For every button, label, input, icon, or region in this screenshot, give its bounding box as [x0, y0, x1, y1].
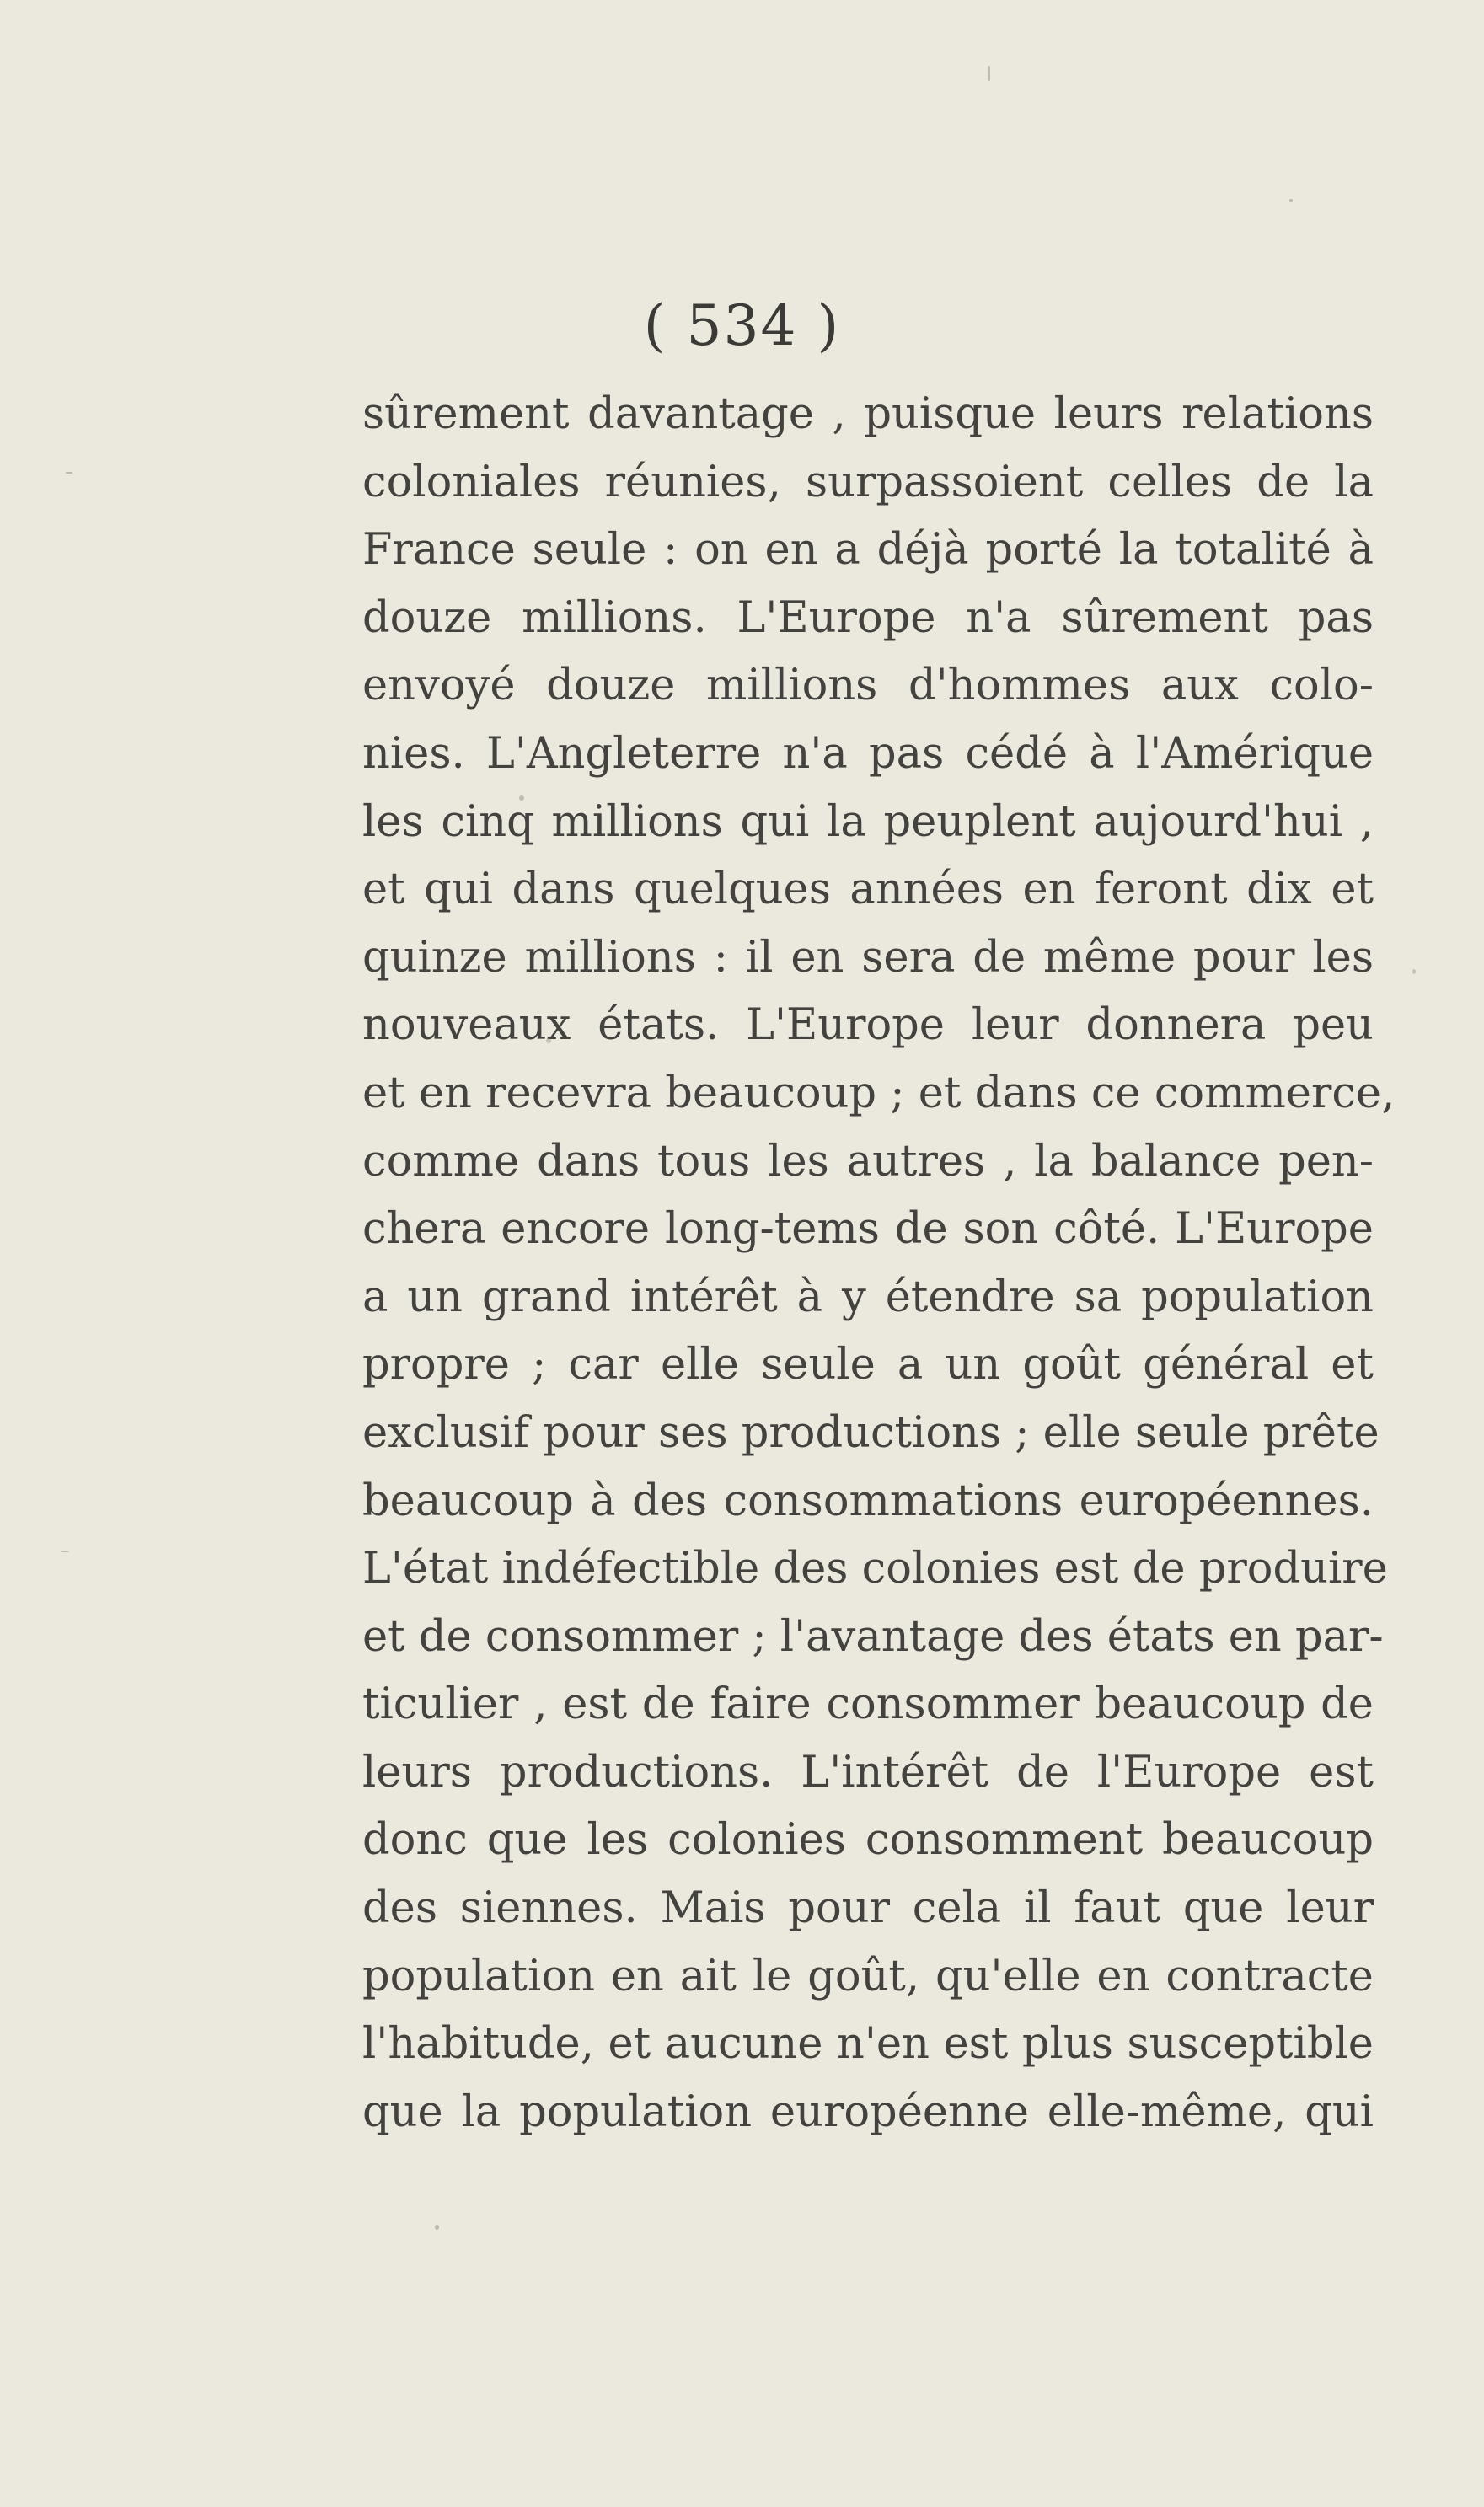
- text-line: l'habitude, et aucune n'en est plus susceptible: [362, 2019, 1374, 2070]
- text-line: quinze millions : il en sera de même pour les: [362, 932, 1374, 983]
- text-line: leurs productions. L'intérêt de l'Europe est: [362, 1747, 1374, 1797]
- text-line: et qui dans quelques années en feront dix et: [362, 865, 1374, 915]
- paper-speck: [546, 1038, 551, 1043]
- text-line: nouveaux états. L'Europe leur donnera peu: [362, 1000, 1374, 1051]
- text-line: beaucoup à des consommations européennes.: [362, 1476, 1374, 1526]
- body-text: [362, 381, 1396, 2146]
- paper-speck: [1289, 199, 1293, 202]
- text-line: envoyé douze millions d'hommes aux colo-: [362, 661, 1374, 711]
- text-line: a un grand intérêt à y étendre sa population: [362, 1272, 1374, 1322]
- paper-speck: [988, 66, 990, 81]
- text-line: coloniales réunies, surpassoient celles de la: [362, 457, 1374, 507]
- paper-speck: [61, 1551, 69, 1552]
- text-line: et de consommer ; l'avantage des états en par-: [362, 1611, 1384, 1662]
- text-line: que la population européenne elle-même, qui: [362, 2086, 1374, 2137]
- paper-speck: [66, 472, 72, 474]
- text-line: ticulier , est de faire consommer beaucoup de: [362, 1679, 1374, 1730]
- paper-speck: [435, 2225, 439, 2230]
- text-line: nies. L'Angleterre n'a pas cédé à l'Amérique: [362, 728, 1374, 779]
- text-line: sûrement davantage , puisque leurs relations: [362, 389, 1374, 439]
- text-line: donc que les colonies consomment beaucoup: [362, 1815, 1374, 1866]
- paper-speck: [1412, 969, 1416, 974]
- text-line: comme dans tous les autres , la balance pen-: [362, 1136, 1374, 1187]
- paper-speck: [519, 795, 524, 801]
- page-number: ( 534 ): [643, 293, 841, 358]
- text-line: L'état indéfectible des colonies est de produire: [362, 1544, 1388, 1594]
- text-line: propre ; car elle seule a un goût général et: [362, 1340, 1374, 1390]
- text-line: des siennes. Mais pour cela il faut que leur: [362, 1883, 1374, 1934]
- text-line: et en recevra beaucoup ; et dans ce commerce,: [362, 1068, 1396, 1118]
- text-line: chera encore long-tems de son côté. L'Europe: [362, 1204, 1374, 1255]
- text-line: population en ait le goût, qu'elle en contracte: [362, 1951, 1374, 2001]
- text-line: France seule : on en a déjà porté la totalité à: [362, 525, 1374, 576]
- text-line: douze millions. L'Europe n'a sûrement pas: [362, 592, 1374, 643]
- text-line: exclusif pour ses productions ; elle seule prête: [362, 1407, 1380, 1458]
- text-line: les cinq millions qui la peuplent aujourd'hui ,: [362, 796, 1374, 847]
